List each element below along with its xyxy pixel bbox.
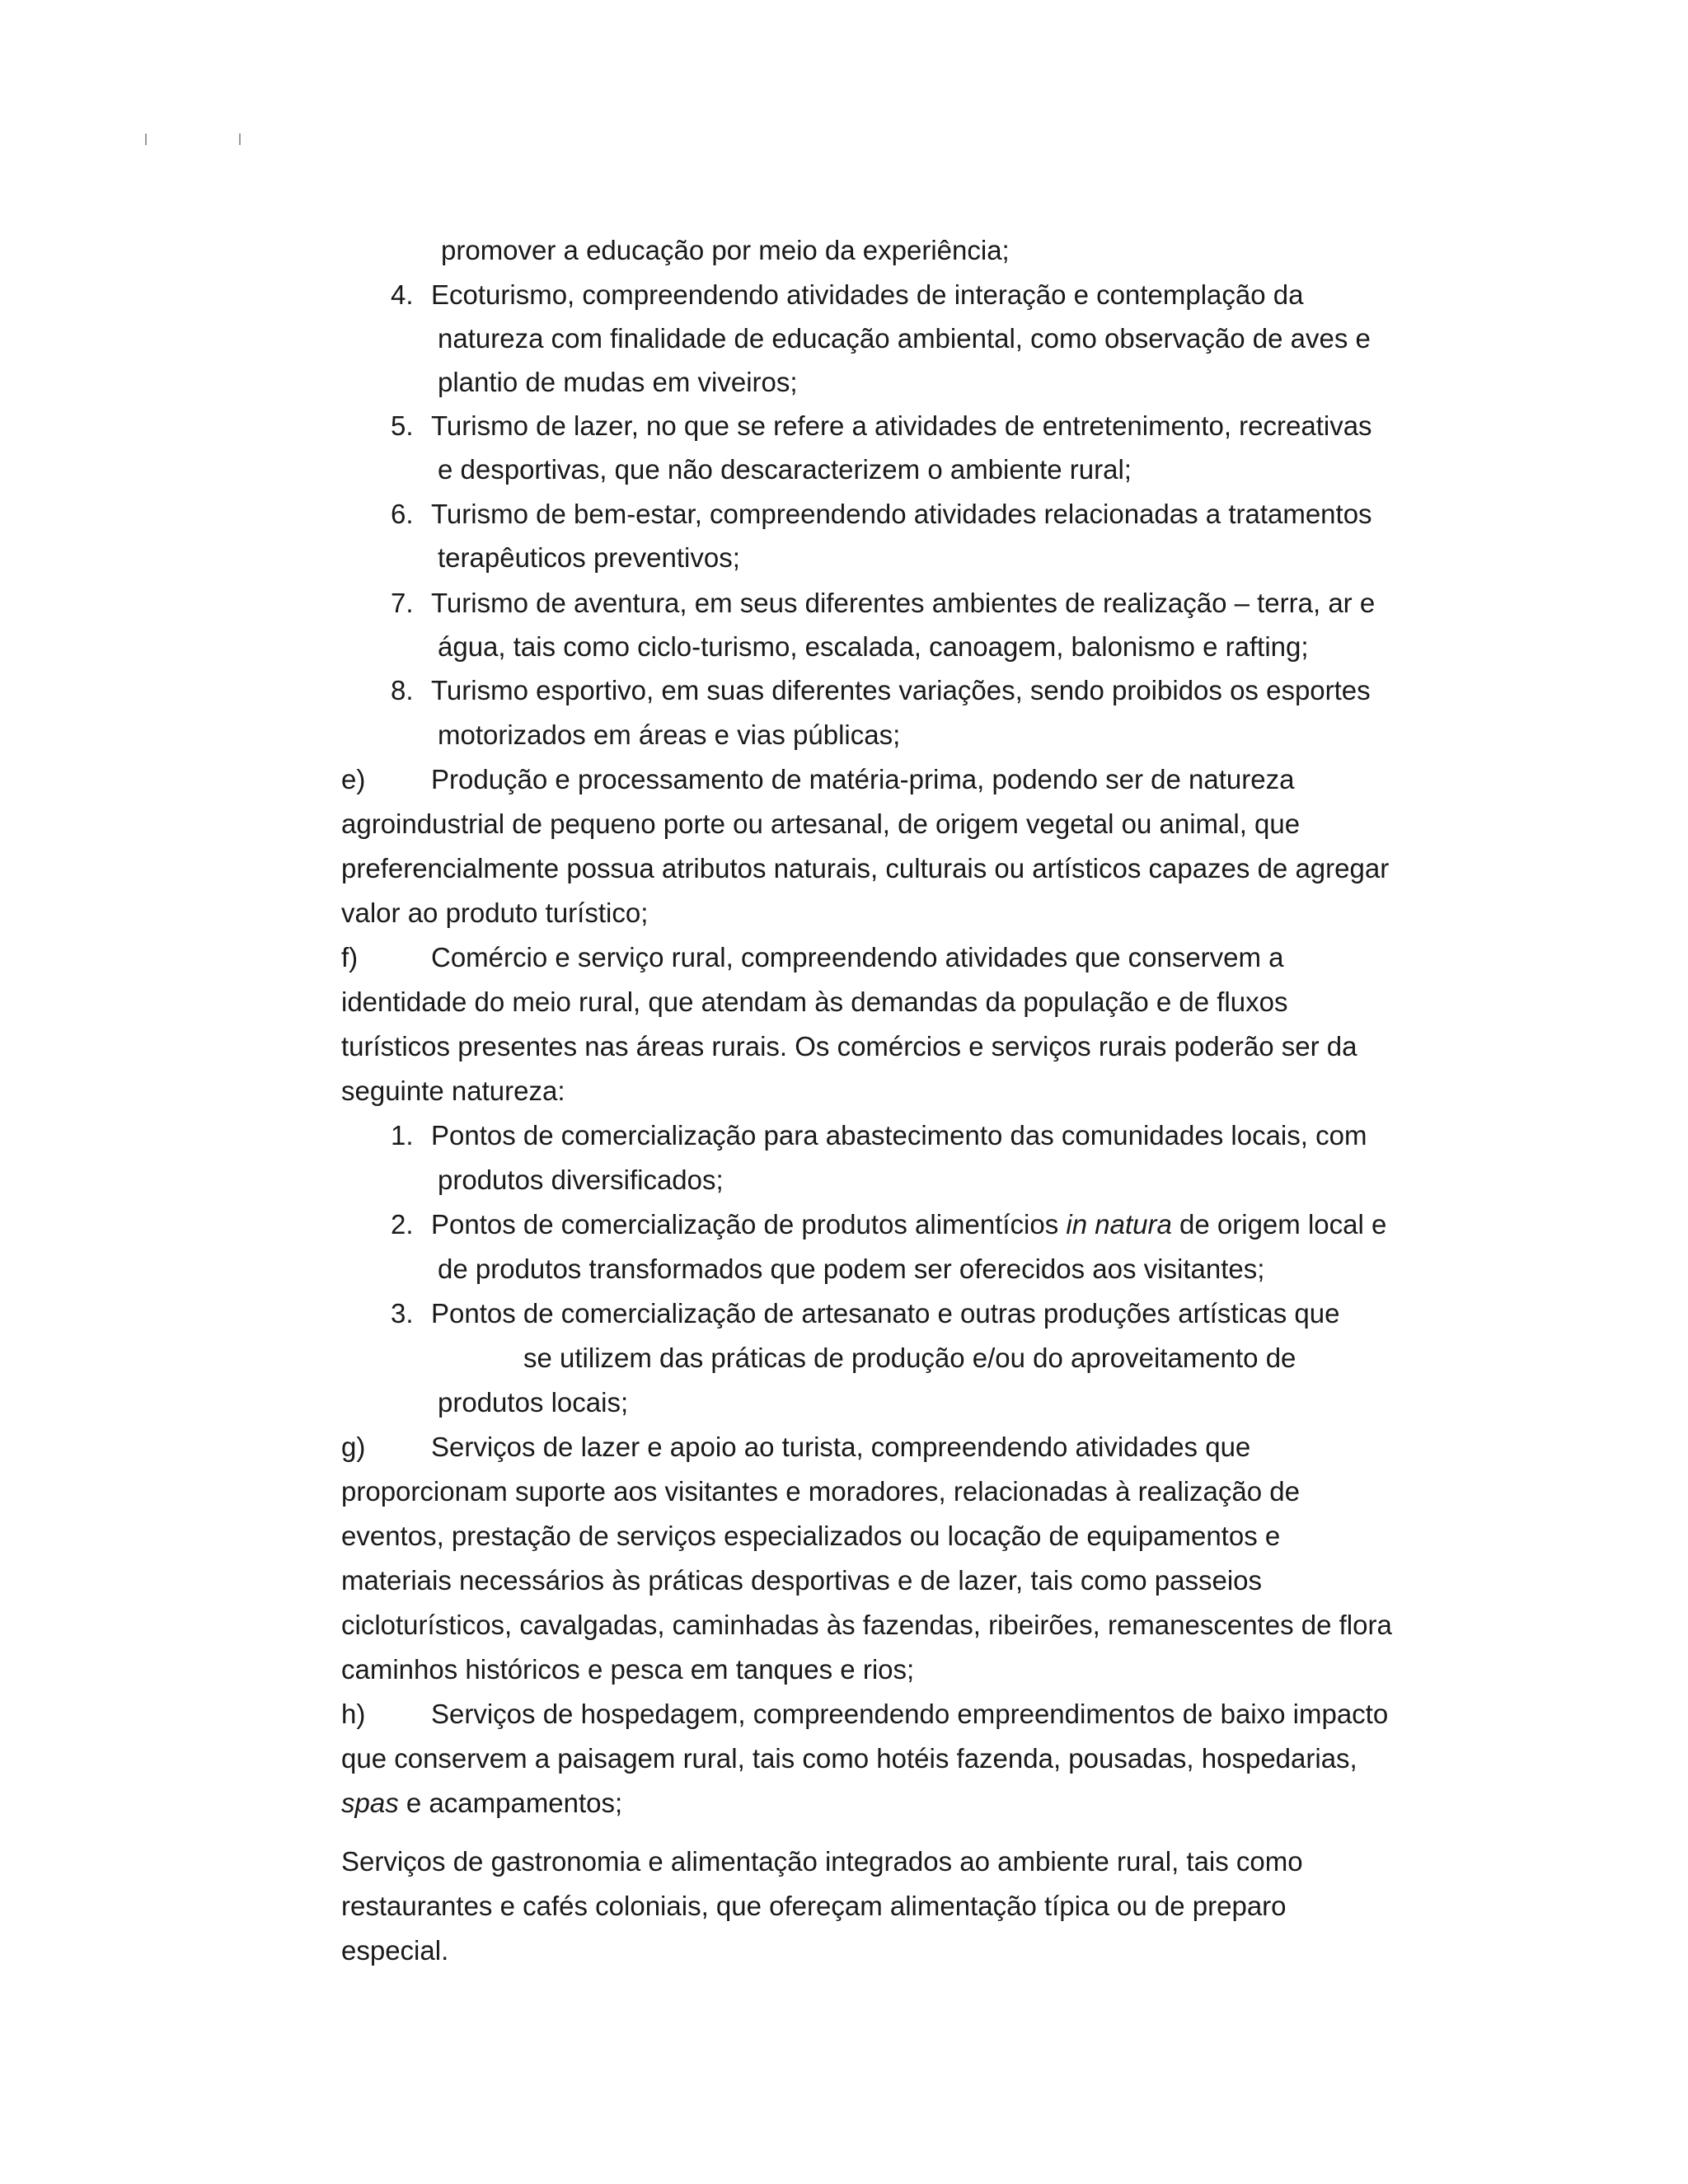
list-number: 6. <box>391 499 414 529</box>
list-number: 5. <box>391 410 414 441</box>
list-number: 8. <box>391 675 414 705</box>
clause-g-line-3: eventos, prestação de serviços especializados ou locação de equipamentos e <box>341 1521 1281 1551</box>
list-item-5-line-2: e desportivas, que não descaracterizem o ambiente rural; <box>438 454 1132 485</box>
clause-g-line-5: cicloturísticos, cavalgadas, caminhadas às fazendas, ribeirões, remanescentes de flora <box>341 1610 1392 1640</box>
list-item-4-line-3: plantio de mudas em viveiros; <box>438 367 798 397</box>
list-item-f1-line-2: produtos diversificados; <box>438 1165 724 1195</box>
text: de origem local e <box>1179 1209 1387 1240</box>
clause-f-line-1: Comércio e serviço rural, compreendendo atividades que conservem a <box>431 942 1284 972</box>
clause-g-line-6: caminhos históricos e pesca em tanques e rios; <box>341 1654 915 1685</box>
clause-e-line-3: preferencialmente possua atributos naturais, culturais ou artísticos capazes de agregar <box>341 853 1390 883</box>
list-item-f3-line-2: se utilizem das práticas de produção e/ou do aproveitamento de <box>523 1343 1296 1373</box>
list-item-8-line-2: motorizados em áreas e vias públicas; <box>438 719 901 750</box>
italic-term: spas <box>341 1788 399 1818</box>
list-number: 2. <box>391 1209 414 1240</box>
clause-label: f) <box>341 942 359 972</box>
list-item-continuation: promover a educação por meio da experiência; <box>441 235 1010 265</box>
list-number: 7. <box>391 588 414 618</box>
list-item-f3-line-1: Pontos de comercialização de artesanato e outras produções artísticas que <box>431 1298 1340 1329</box>
scan-mark <box>145 134 147 145</box>
clause-e-line-4: valor ao produto turístico; <box>341 898 649 928</box>
list-item-f1-line-1: Pontos de comercialização para abastecimento das comunidades locais, com <box>431 1120 1367 1151</box>
list-item-f2-line-1 <box>431 1208 1386 1241</box>
clause-f-line-4: seguinte natureza: <box>341 1076 565 1106</box>
clause-f-line-2: identidade do meio rural, que atendam às demandas da população e de fluxos <box>341 987 1288 1017</box>
italic-term: in natura <box>1066 1209 1172 1240</box>
list-item-6-line-1: Turismo de bem-estar, compreendendo atividades relacionadas a tratamentos <box>431 499 1372 529</box>
text: Ecoturismo, compreendendo atividades de interação e contemplação da <box>431 279 1304 310</box>
list-item-8-line-1: Turismo esportivo, em suas diferentes variações, sendo proibidos os esportes <box>431 675 1371 705</box>
scan-mark <box>239 134 241 145</box>
paragraph-i-line-3: especial. <box>341 1935 449 1966</box>
clause-h-line-1: Serviços de hospedagem, compreendendo empreendimentos de baixo impacto <box>431 1699 1389 1729</box>
clause-g-line-1: Serviços de lazer e apoio ao turista, compreendendo atividades que <box>431 1432 1251 1462</box>
clause-f-line-3: turísticos presentes nas áreas rurais. Os comércios e serviços rurais poderão ser da <box>341 1031 1357 1062</box>
clause-g-line-2: proporcionam suporte aos visitantes e moradores, relacionadas à realização de <box>341 1476 1300 1507</box>
clause-h-line-2: que conservem a paisagem rural, tais como hotéis fazenda, pousadas, hospedarias, <box>341 1743 1357 1774</box>
list-number: 4. <box>391 279 414 310</box>
list-number: 3. <box>391 1298 414 1329</box>
paragraph-i-line-2: restaurantes e cafés coloniais, que ofereçam alimentação típica ou de preparo <box>341 1891 1287 1921</box>
list-item-4-line-2: natureza com finalidade de educação ambiental, como observação de aves e <box>438 323 1371 354</box>
clause-e-line-2: agroindustrial de pequeno porte ou artesanal, de origem vegetal ou animal, que <box>341 808 1301 839</box>
clause-label: g) <box>341 1432 366 1462</box>
list-item-7-line-1: Turismo de aventura, em seus diferentes ambientes de realização – terra, ar e <box>431 588 1376 618</box>
list-item-f3-line-3: produtos locais; <box>438 1387 629 1418</box>
text: e acampamentos; <box>406 1788 623 1818</box>
text: Pontos de comercialização de produtos alimentícios <box>431 1209 1059 1240</box>
list-item-4-line-1 <box>431 279 1362 312</box>
list-item-7-line-2: água, tais como ciclo-turismo, escalada, canoagem, balonismo e rafting; <box>438 631 1309 662</box>
clause-h-line-3 <box>341 1787 622 1820</box>
clause-e-line-1: Produção e processamento de matéria-prima, podendo ser de natureza <box>431 764 1295 794</box>
list-item-f2-line-2: de produtos transformados que podem ser oferecidos aos visitantes; <box>438 1254 1265 1284</box>
paragraph-i-line-1: Serviços de gastronomia e alimentação integrados ao ambiente rural, tais como <box>341 1846 1303 1877</box>
clause-g-line-4: materiais necessários às práticas desportivas e de lazer, tais como passeios <box>341 1565 1263 1596</box>
list-number: 1. <box>391 1120 414 1151</box>
list-item-6-line-2: terapêuticos preventivos; <box>438 542 740 573</box>
list-item-5-line-1: Turismo de lazer, no que se refere a atividades de entretenimento, recreativas <box>431 410 1372 441</box>
clause-label: e) <box>341 764 366 794</box>
clause-label: h) <box>341 1699 366 1729</box>
